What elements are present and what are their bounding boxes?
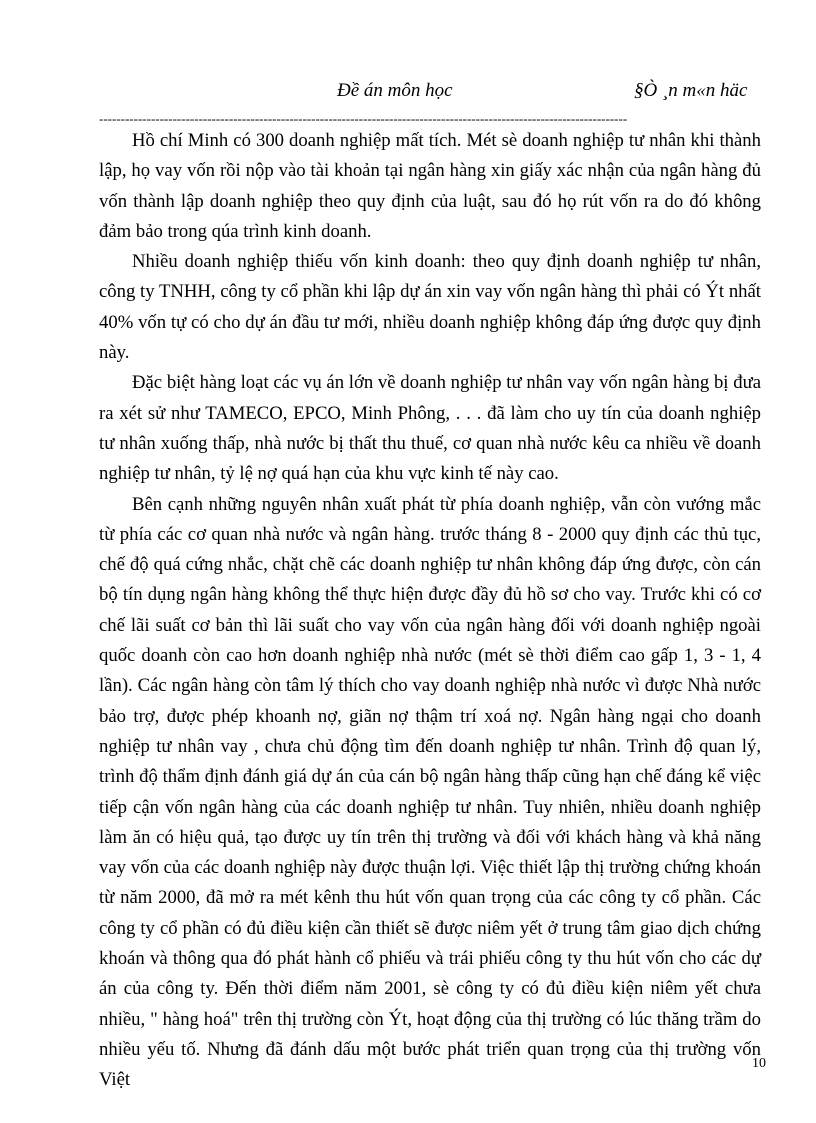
document-body (99, 126, 761, 1096)
header-divider: -------------------------------------------------------------------------------------------------------------------------- (99, 113, 628, 126)
header-title-garbled: §Ò ¸n m«n häc (634, 80, 748, 101)
page-number: 10 (752, 1056, 766, 1071)
header-title: Đề án môn học (337, 80, 453, 101)
paragraph-4: Bên cạnh những nguyên nhân xuất phát từ phía doanh nghiệp, vẫn còn vướng mắc từ phía các cơ quan nhà nước và ngân hàng. trước tháng 8 - 2000 quy định các thủ tục, chế độ quá cứng nhắc, chặt chẽ các doanh nghiệp tư nhân không đáp ứng được, còn cán bộ tín dụng ngân hàng không thể thực hiện được đầy đủ hồ sơ cho vay. Trước khi có cơ chế lãi suất cơ bản thì lãi suất cho vay vốn của ngân hàng đối với doanh nghiệp ngoài quốc doanh còn cao hơn doanh nghiệp nhà nước (mét sè thời điểm cao gấp 1, 3 - 1, 4 lần). Các ngân hàng còn tâm lý thích cho vay doanh nghiệp nhà nước vì được Nhà nước bảo trợ, được phép khoanh nợ, giãn nợ thậm trí xoá nợ. Ngân hàng ngại cho doanh nghiệp tư nhân vay , chưa chủ động tìm đến doanh nghiệp tư nhân. Trình độ quan lý, trình độ thẩm định đánh giá dự án của cán bộ ngân hàng thấp cũng hạn chế đáng kể việc tiếp cận vốn ngân hàng của các doanh nghiệp tư nhân. Tuy nhiên, nhiều doanh nghiệp làm ăn có hiệu quả, tạo được uy tín trên thị trường và đối với khách hàng và khả năng vay vốn của các doanh nghiệp này được thuận lợi. Việc thiết lập thị trường chứng khoán từ năm 2000, đã mở ra mét kênh thu hút vốn quan trọng của các công ty cổ phần. Các công ty cổ phần có đủ điều kiện cần thiết sẽ được niêm yết ở trung tâm giao dịch chứng khoán và thông qua đó phát hành cổ phiếu và trái phiếu công ty thu hút vốn cho các dự án của công ty. Đến thời điểm năm 2001, sè công ty có đủ điều kiện niêm yết chưa nhiều, " hàng hoá" trên thị trường còn Ýt, hoạt động của thị trường có lúc thăng trầm do nhiều yếu tố. Nhưng đã đánh dấu một bước phát triển quan trọng của thị trường vốn Việt (99, 493, 761, 1091)
paragraph-1: Hồ chí Minh có 300 doanh nghiệp mất tích. Mét sè doanh nghiệp tư nhân khi thành lập, họ vay vốn rồi nộp vào tài khoản tại ngân hàng xin giấy xác nhận của ngân hàng đủ vốn thành lập doanh nghiệp theo quy định của luật, sau đó họ rút vốn ra do đó không đảm bảo trong qúa trình kinh doanh. (99, 130, 761, 242)
page-header (0, 80, 816, 110)
paragraph-3: Đặc biệt hàng loạt các vụ án lớn về doanh nghiệp tư nhân vay vốn ngân hàng bị đưa ra xét sử như TAMECO, EPCO, Minh Phông, . . . đã làm cho uy tín của doanh nghiệp tư nhân xuống thấp, nhà nước bị thất thu thuế, cơ quan nhà nước kêu ca nhiều về doanh nghiệp tư nhân, tỷ lệ nợ quá hạn của khu vực kinh tế này cao. (99, 372, 761, 485)
paragraph-2: Nhiều doanh nghiệp thiếu vốn kinh doanh: theo quy định doanh nghiệp tư nhân, công ty TNHH, công ty cổ phần khi lập dự án xin vay vốn ngân hàng thì phải có Ýt nhất 40% vốn tự có cho dự án đầu tư mới, nhiều doanh nghiệp không đáp ứng được quy định này. (99, 251, 761, 364)
